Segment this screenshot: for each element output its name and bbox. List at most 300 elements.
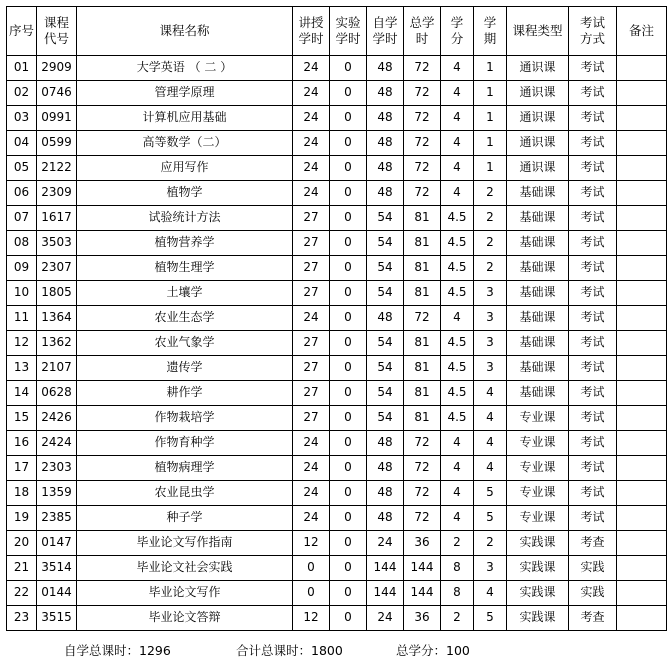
cell-course-code: 0991 (37, 106, 77, 131)
cell-total-hours: 81 (404, 381, 441, 406)
cell-course-type: 基础课 (507, 281, 569, 306)
cell-lab-hours: 0 (330, 231, 367, 256)
cell-credits: 4.5 (441, 381, 474, 406)
cell-term: 3 (474, 556, 507, 581)
cell-lecture-hours: 24 (293, 181, 330, 206)
cell-credits: 4.5 (441, 206, 474, 231)
cell-no: 16 (7, 431, 37, 456)
cell-no: 11 (7, 306, 37, 331)
cell-exam-method: 考试 (569, 56, 617, 81)
cell-course-name: 农业气象学 (77, 331, 293, 356)
cell-lab-hours: 0 (330, 481, 367, 506)
cell-course-name: 植物营养学 (77, 231, 293, 256)
cell-lecture-hours: 27 (293, 356, 330, 381)
column-header-total-hours (404, 7, 441, 56)
cell-term: 2 (474, 206, 507, 231)
cell-course-code: 3515 (37, 606, 77, 631)
cell-course-name: 植物生理学 (77, 256, 293, 281)
cell-total-hours: 72 (404, 456, 441, 481)
cell-course-code: 2426 (37, 406, 77, 431)
cell-course-code: 0746 (37, 81, 77, 106)
cell-no: 08 (7, 231, 37, 256)
cell-credits: 4 (441, 56, 474, 81)
cell-total-hours: 72 (404, 506, 441, 531)
table-row (7, 506, 667, 531)
cell-self-study-hours: 24 (367, 531, 404, 556)
cell-no: 05 (7, 156, 37, 181)
cell-term: 5 (474, 481, 507, 506)
table-row (7, 431, 667, 456)
cell-lab-hours: 0 (330, 581, 367, 606)
table-row (7, 206, 667, 231)
cell-term: 2 (474, 181, 507, 206)
cell-term: 3 (474, 331, 507, 356)
cell-remark (617, 531, 667, 556)
header-line-1: 备注 (628, 23, 654, 39)
cell-remark (617, 331, 667, 356)
cell-course-type: 通识课 (507, 156, 569, 181)
cell-lab-hours: 0 (330, 531, 367, 556)
cell-course-name: 作物育种学 (77, 431, 293, 456)
cell-course-name: 高等数学（二） (77, 131, 293, 156)
cell-credits: 4 (441, 181, 474, 206)
cell-remark (617, 481, 667, 506)
cell-total-hours: 72 (404, 131, 441, 156)
header-line-1: 自学 (372, 15, 398, 31)
cell-exam-method: 考试 (569, 181, 617, 206)
cell-course-type: 基础课 (507, 306, 569, 331)
cell-term: 4 (474, 431, 507, 456)
cell-course-name: 耕作学 (77, 381, 293, 406)
cell-course-name: 应用写作 (77, 156, 293, 181)
cell-course-type: 实践课 (507, 556, 569, 581)
cell-term: 1 (474, 56, 507, 81)
table-row (7, 181, 667, 206)
cell-exam-method: 考试 (569, 206, 617, 231)
cell-lab-hours: 0 (330, 381, 367, 406)
cell-course-type: 专业课 (507, 406, 569, 431)
header-line-2: 分 (450, 31, 464, 46)
cell-self-study-hours: 48 (367, 56, 404, 81)
cell-total-hours: 72 (404, 156, 441, 181)
cell-credits: 2 (441, 606, 474, 631)
cell-lab-hours: 0 (330, 256, 367, 281)
header-line-1: 课程 (43, 15, 69, 31)
cell-term: 5 (474, 506, 507, 531)
cell-exam-method: 考试 (569, 331, 617, 356)
cell-course-code: 0628 (37, 381, 77, 406)
cell-total-hours: 36 (404, 606, 441, 631)
cell-credits: 4.5 (441, 281, 474, 306)
cell-course-code: 2309 (37, 181, 77, 206)
cell-credits: 4 (441, 306, 474, 331)
table-row (7, 381, 667, 406)
cell-remark (617, 431, 667, 456)
summary-footer (6, 641, 666, 659)
cell-course-type: 基础课 (507, 356, 569, 381)
table-row (7, 331, 667, 356)
cell-credits: 4 (441, 431, 474, 456)
table-row (7, 481, 667, 506)
cell-total-hours: 81 (404, 281, 441, 306)
cell-course-type: 基础课 (507, 181, 569, 206)
cell-credits: 4.5 (441, 256, 474, 281)
cell-remark (617, 306, 667, 331)
cell-no: 01 (7, 56, 37, 81)
cell-self-study-hours: 54 (367, 356, 404, 381)
cell-term: 4 (474, 381, 507, 406)
cell-course-code: 0599 (37, 131, 77, 156)
cell-term: 1 (474, 131, 507, 156)
cell-course-code: 2385 (37, 506, 77, 531)
cell-remark (617, 381, 667, 406)
cell-course-code: 1805 (37, 281, 77, 306)
cell-no: 22 (7, 581, 37, 606)
table-row (7, 581, 667, 606)
column-header-course-type (507, 7, 569, 56)
cell-exam-method: 考试 (569, 406, 617, 431)
cell-remark (617, 231, 667, 256)
cell-total-hours: 81 (404, 256, 441, 281)
cell-exam-method: 考查 (569, 606, 617, 631)
cell-term: 2 (474, 531, 507, 556)
cell-exam-method: 考试 (569, 281, 617, 306)
cell-term: 2 (474, 256, 507, 281)
cell-course-code: 1364 (37, 306, 77, 331)
cell-lab-hours: 0 (330, 606, 367, 631)
cell-lab-hours: 0 (330, 306, 367, 331)
cell-term: 3 (474, 356, 507, 381)
cell-credits: 4 (441, 106, 474, 131)
cell-course-name: 毕业论文社会实践 (77, 556, 293, 581)
cell-credits: 8 (441, 581, 474, 606)
cell-course-type: 基础课 (507, 206, 569, 231)
cell-exam-method: 考试 (569, 81, 617, 106)
cell-self-study-hours: 54 (367, 231, 404, 256)
cell-remark (617, 206, 667, 231)
table-row (7, 106, 667, 131)
cell-lecture-hours: 27 (293, 406, 330, 431)
cell-exam-method: 考试 (569, 356, 617, 381)
cell-credits: 4 (441, 156, 474, 181)
cell-exam-method: 考试 (569, 131, 617, 156)
cell-course-type: 基础课 (507, 231, 569, 256)
cell-lecture-hours: 24 (293, 156, 330, 181)
cell-term: 2 (474, 231, 507, 256)
cell-course-type: 基础课 (507, 381, 569, 406)
cell-exam-method: 考试 (569, 156, 617, 181)
cell-total-hours: 81 (404, 206, 441, 231)
cell-exam-method: 考查 (569, 531, 617, 556)
cell-self-study-hours: 48 (367, 106, 404, 131)
cell-credits: 4.5 (441, 231, 474, 256)
cell-lecture-hours: 27 (293, 381, 330, 406)
cell-exam-method: 考试 (569, 431, 617, 456)
column-header-self-study-hours (367, 7, 404, 56)
header-line-1: 讲授 (298, 15, 324, 31)
cell-course-name: 管理学原理 (77, 81, 293, 106)
cell-total-hours: 72 (404, 306, 441, 331)
cell-self-study-hours: 48 (367, 181, 404, 206)
cell-self-study-hours: 48 (367, 156, 404, 181)
table-row (7, 306, 667, 331)
cell-lecture-hours: 24 (293, 506, 330, 531)
cell-no: 18 (7, 481, 37, 506)
cell-lecture-hours: 27 (293, 331, 330, 356)
cell-course-type: 通识课 (507, 81, 569, 106)
cell-self-study-hours: 24 (367, 606, 404, 631)
cell-course-code: 1359 (37, 481, 77, 506)
cell-course-code: 1617 (37, 206, 77, 231)
cell-course-code: 3503 (37, 231, 77, 256)
cell-self-study-hours: 54 (367, 256, 404, 281)
cell-remark (617, 131, 667, 156)
cell-term: 1 (474, 106, 507, 131)
cell-total-hours: 81 (404, 331, 441, 356)
cell-self-study-hours: 48 (367, 131, 404, 156)
cell-no: 07 (7, 206, 37, 231)
header-line-1: 课程类型 (512, 23, 563, 39)
curriculum-table (6, 6, 667, 631)
cell-course-name: 大学英语 （ 二 ） (77, 56, 293, 81)
cell-term: 3 (474, 306, 507, 331)
cell-lab-hours: 0 (330, 131, 367, 156)
cell-credits: 4 (441, 481, 474, 506)
cell-lecture-hours: 24 (293, 131, 330, 156)
cell-course-name: 毕业论文答辩 (77, 606, 293, 631)
cell-course-code: 3514 (37, 556, 77, 581)
table-row (7, 56, 667, 81)
header-line-2: 学时 (372, 31, 398, 46)
cell-self-study-hours: 54 (367, 206, 404, 231)
cell-remark (617, 556, 667, 581)
cell-course-code: 2909 (37, 56, 77, 81)
cell-self-study-hours: 48 (367, 481, 404, 506)
cell-no: 20 (7, 531, 37, 556)
cell-exam-method: 考试 (569, 506, 617, 531)
header-line-1: 学 (483, 15, 497, 31)
cell-lecture-hours: 24 (293, 106, 330, 131)
cell-course-code: 2122 (37, 156, 77, 181)
header-row (7, 7, 667, 56)
cell-lecture-hours: 0 (293, 581, 330, 606)
table-row (7, 256, 667, 281)
cell-self-study-hours: 48 (367, 456, 404, 481)
cell-term: 4 (474, 581, 507, 606)
cell-lab-hours: 0 (330, 456, 367, 481)
cell-course-type: 通识课 (507, 106, 569, 131)
cell-total-hours: 81 (404, 231, 441, 256)
cell-remark (617, 581, 667, 606)
cell-course-type: 专业课 (507, 506, 569, 531)
header-line-1: 考试 (579, 15, 605, 31)
cell-total-hours: 81 (404, 406, 441, 431)
table-row (7, 281, 667, 306)
cell-lecture-hours: 12 (293, 531, 330, 556)
cell-course-type: 专业课 (507, 481, 569, 506)
cell-term: 4 (474, 456, 507, 481)
cell-credits: 4 (441, 81, 474, 106)
cell-course-type: 实践课 (507, 606, 569, 631)
cell-lecture-hours: 27 (293, 256, 330, 281)
cell-credits: 4 (441, 456, 474, 481)
cell-lecture-hours: 24 (293, 481, 330, 506)
column-header-no (7, 7, 37, 56)
cell-self-study-hours: 54 (367, 331, 404, 356)
cell-total-hours: 144 (404, 581, 441, 606)
column-header-remark (617, 7, 667, 56)
cell-course-name: 种子学 (77, 506, 293, 531)
cell-course-code: 2424 (37, 431, 77, 456)
cell-course-type: 实践课 (507, 581, 569, 606)
cell-credits: 4 (441, 131, 474, 156)
cell-course-name: 毕业论文写作 (77, 581, 293, 606)
cell-total-hours: 144 (404, 556, 441, 581)
table-row (7, 606, 667, 631)
cell-no: 17 (7, 456, 37, 481)
cell-remark (617, 281, 667, 306)
cell-course-type: 基础课 (507, 256, 569, 281)
cell-course-name: 毕业论文写作指南 (77, 531, 293, 556)
cell-exam-method: 考试 (569, 231, 617, 256)
cell-credits: 4.5 (441, 406, 474, 431)
cell-lab-hours: 0 (330, 506, 367, 531)
cell-total-hours: 72 (404, 106, 441, 131)
cell-total-hours: 72 (404, 181, 441, 206)
cell-exam-method: 考试 (569, 381, 617, 406)
cell-lecture-hours: 24 (293, 81, 330, 106)
cell-course-code: 0144 (37, 581, 77, 606)
cell-no: 14 (7, 381, 37, 406)
cell-course-code: 2307 (37, 256, 77, 281)
table-row (7, 231, 667, 256)
cell-lecture-hours: 24 (293, 456, 330, 481)
cell-lab-hours: 0 (330, 156, 367, 181)
cell-self-study-hours: 144 (367, 556, 404, 581)
cell-lab-hours: 0 (330, 406, 367, 431)
cell-course-type: 实践课 (507, 531, 569, 556)
header-line-2: 时 (415, 31, 429, 46)
cell-lab-hours: 0 (330, 331, 367, 356)
cell-exam-method: 考试 (569, 256, 617, 281)
cell-lecture-hours: 24 (293, 306, 330, 331)
cell-credits: 8 (441, 556, 474, 581)
cell-course-type: 专业课 (507, 431, 569, 456)
cell-no: 03 (7, 106, 37, 131)
cell-course-name: 植物病理学 (77, 456, 293, 481)
cell-total-hours: 72 (404, 56, 441, 81)
column-header-name (77, 7, 293, 56)
cell-lecture-hours: 24 (293, 56, 330, 81)
table-row (7, 356, 667, 381)
cell-exam-method: 实践 (569, 556, 617, 581)
cell-no: 09 (7, 256, 37, 281)
cell-course-code: 0147 (37, 531, 77, 556)
total-credits: 总学分：100 (396, 643, 470, 658)
cell-credits: 4.5 (441, 356, 474, 381)
header-line-1: 课程名称 (159, 23, 210, 39)
table-header (7, 7, 667, 56)
cell-lab-hours: 0 (330, 431, 367, 456)
header-line-2: 期 (483, 31, 497, 46)
cell-credits: 4 (441, 506, 474, 531)
cell-exam-method: 考试 (569, 306, 617, 331)
cell-course-type: 通识课 (507, 56, 569, 81)
header-line-2: 学时 (298, 31, 324, 46)
cell-term: 4 (474, 406, 507, 431)
cell-total-hours: 72 (404, 81, 441, 106)
cell-course-name: 农业生态学 (77, 306, 293, 331)
cell-total-hours: 81 (404, 356, 441, 381)
header-line-2: 代号 (43, 31, 69, 46)
header-line-2: 学时 (335, 31, 361, 46)
cell-lab-hours: 0 (330, 106, 367, 131)
table-row (7, 131, 667, 156)
cell-lab-hours: 0 (330, 181, 367, 206)
cell-lab-hours: 0 (330, 281, 367, 306)
cell-course-code: 2107 (37, 356, 77, 381)
cell-no: 02 (7, 81, 37, 106)
column-header-code (37, 7, 77, 56)
cell-total-hours: 36 (404, 531, 441, 556)
cell-lab-hours: 0 (330, 356, 367, 381)
cell-lecture-hours: 12 (293, 606, 330, 631)
cell-term: 1 (474, 156, 507, 181)
cell-course-type: 基础课 (507, 331, 569, 356)
cell-credits: 2 (441, 531, 474, 556)
cell-no: 06 (7, 181, 37, 206)
header-line-2: 方式 (579, 31, 605, 46)
cell-lecture-hours: 27 (293, 231, 330, 256)
cell-exam-method: 考试 (569, 456, 617, 481)
cell-term: 1 (474, 81, 507, 106)
cell-lecture-hours: 27 (293, 281, 330, 306)
column-header-term (474, 7, 507, 56)
cell-term: 5 (474, 606, 507, 631)
table-row (7, 81, 667, 106)
cell-no: 04 (7, 131, 37, 156)
cell-no: 13 (7, 356, 37, 381)
cell-lecture-hours: 0 (293, 556, 330, 581)
table-row (7, 556, 667, 581)
cell-self-study-hours: 54 (367, 406, 404, 431)
cell-course-name: 作物栽培学 (77, 406, 293, 431)
cell-self-study-hours: 48 (367, 306, 404, 331)
cell-no: 10 (7, 281, 37, 306)
cell-remark (617, 81, 667, 106)
table-row (7, 156, 667, 181)
header-line-1: 实验 (335, 15, 361, 31)
column-header-credits (441, 7, 474, 56)
cell-no: 12 (7, 331, 37, 356)
cell-course-name: 遗传学 (77, 356, 293, 381)
cell-self-study-hours: 54 (367, 381, 404, 406)
cell-total-hours: 72 (404, 481, 441, 506)
cell-course-type: 专业课 (507, 456, 569, 481)
cell-self-study-hours: 48 (367, 506, 404, 531)
header-line-1: 序号 (8, 23, 34, 39)
table-row (7, 406, 667, 431)
grand-total-hours: 合计总课时：1800 (236, 643, 343, 658)
table-row (7, 456, 667, 481)
cell-exam-method: 考试 (569, 481, 617, 506)
header-line-1: 总学 (409, 15, 435, 31)
cell-no: 23 (7, 606, 37, 631)
self-study-total: 自学总课时：1296 (64, 643, 171, 658)
column-header-lecture-hours (293, 7, 330, 56)
cell-course-type: 通识课 (507, 131, 569, 156)
cell-term: 3 (474, 281, 507, 306)
